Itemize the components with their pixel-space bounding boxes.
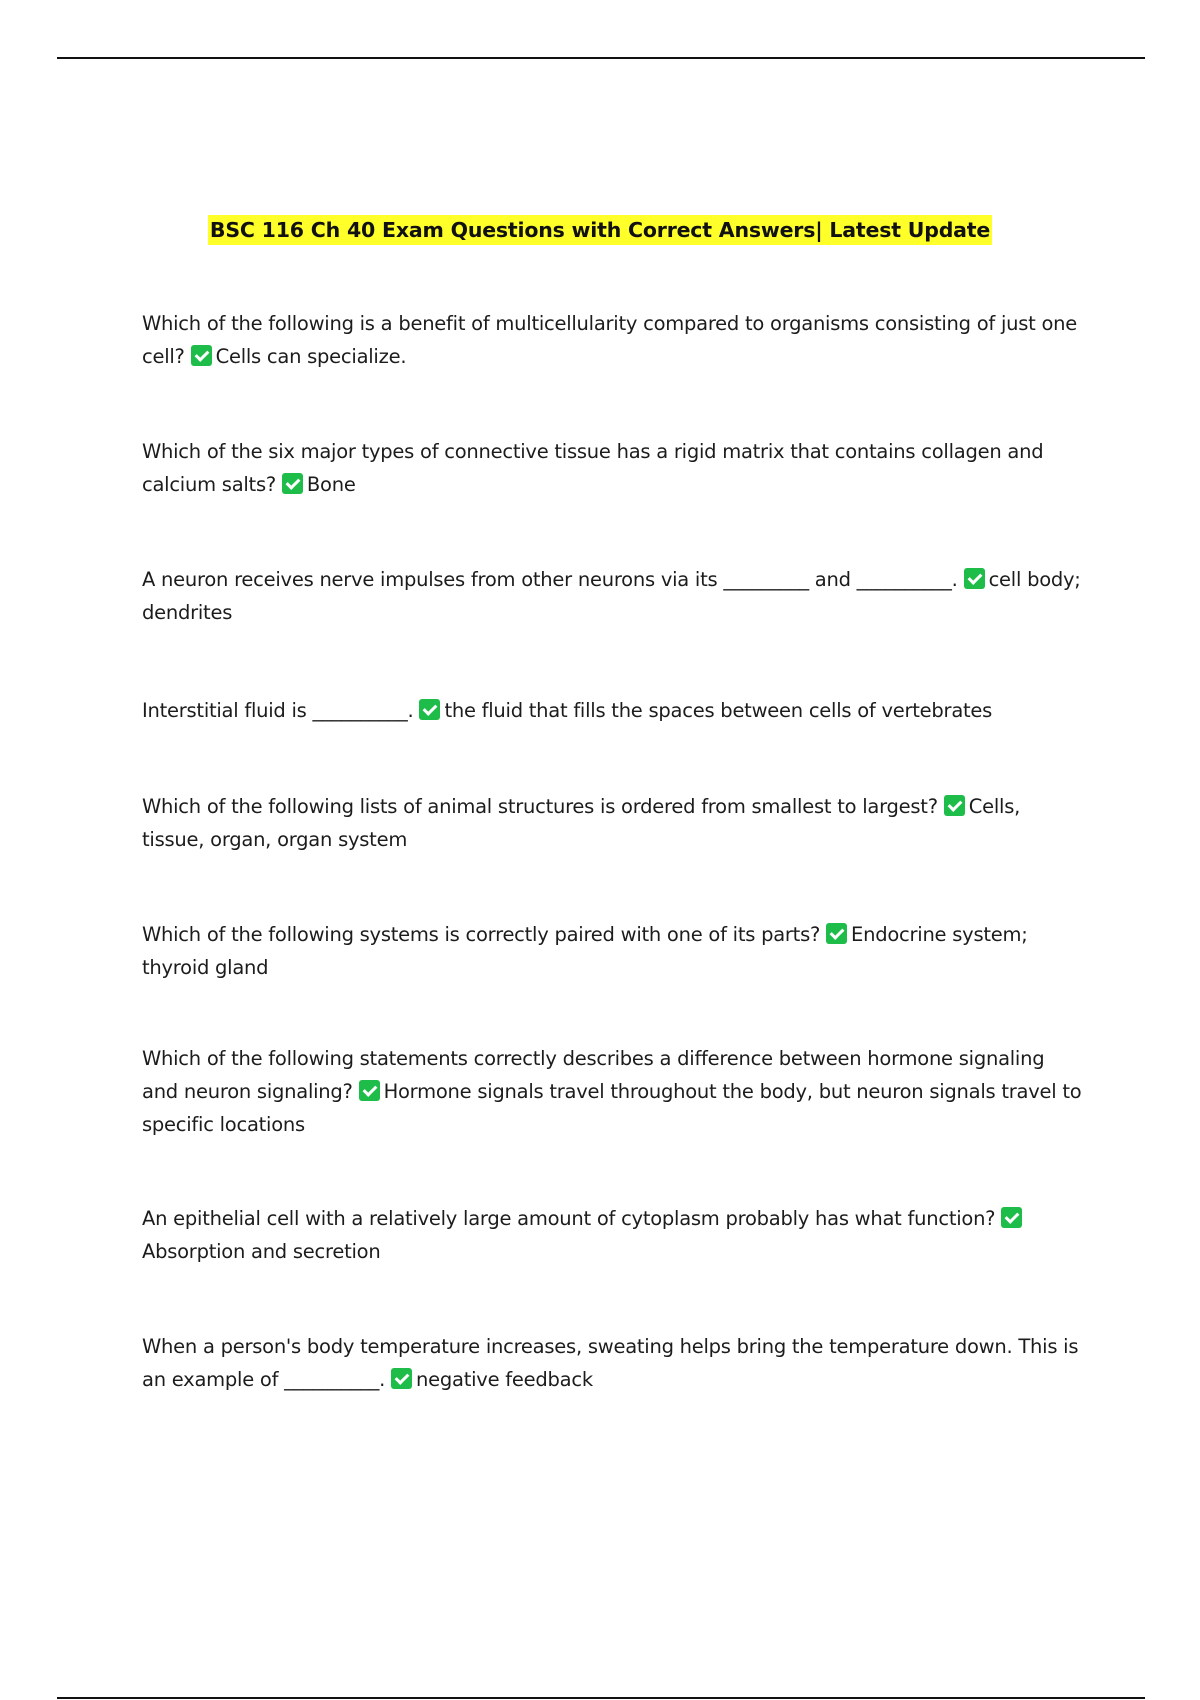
question-text: Which of the six major types of connective tissue has a rigid matrix that contains collagen and calcium salts? bbox=[142, 440, 1044, 496]
qa-item-9 bbox=[142, 1330, 1082, 1396]
question-text: A neuron receives nerve impulses from other neurons via its _________ and __________. bbox=[142, 568, 958, 591]
qa-item-2 bbox=[142, 435, 1082, 501]
check-icon bbox=[419, 699, 440, 720]
answer-text: Cells can specialize. bbox=[215, 345, 407, 368]
question-text: Which of the following lists of animal structures is ordered from smallest to largest? bbox=[142, 795, 938, 818]
check-icon bbox=[964, 568, 985, 589]
check-icon bbox=[359, 1080, 380, 1101]
qa-item-7 bbox=[142, 1042, 1082, 1141]
answer-text: Bone bbox=[306, 473, 356, 496]
answer-text: Absorption and secretion bbox=[142, 1240, 381, 1263]
answer-text: negative feedback bbox=[416, 1368, 593, 1391]
answer-text: Endocrine system; thyroid gland bbox=[142, 923, 1028, 979]
check-icon bbox=[391, 1368, 412, 1389]
question-text: Which of the following statements correctly describes a difference between hormone signaling and neuron signaling? bbox=[142, 1047, 1045, 1103]
check-icon bbox=[191, 345, 212, 366]
answer-text: the fluid that fills the spaces between cells of vertebrates bbox=[444, 699, 993, 722]
check-icon bbox=[944, 795, 965, 816]
check-icon bbox=[1001, 1207, 1022, 1228]
qa-item-5 bbox=[142, 790, 1082, 856]
question-text: An epithelial cell with a relatively large amount of cytoplasm probably has what function? bbox=[142, 1207, 996, 1230]
answer-text: cell body; dendrites bbox=[142, 568, 1081, 624]
question-text: When a person's body temperature increases, sweating helps bring the temperature down. This is an example of __________. bbox=[142, 1335, 1079, 1391]
question-text: Interstitial fluid is __________. bbox=[142, 699, 414, 722]
answer-text: Hormone signals travel throughout the body, but neuron signals travel to specific locations bbox=[142, 1080, 1082, 1136]
top-rule bbox=[57, 57, 1145, 59]
check-icon bbox=[826, 923, 847, 944]
qa-item-4 bbox=[142, 694, 1082, 727]
check-icon bbox=[282, 473, 303, 494]
document-title: BSC 116 Ch 40 Exam Questions with Correct Answers| Latest Update bbox=[208, 215, 992, 245]
qa-item-3 bbox=[142, 563, 1082, 629]
qa-item-1 bbox=[142, 307, 1082, 373]
question-text: Which of the following systems is correctly paired with one of its parts? bbox=[142, 923, 821, 946]
qa-item-8 bbox=[142, 1202, 1082, 1268]
document-title-block bbox=[0, 215, 1200, 245]
answer-text: Cells, tissue, organ, organ system bbox=[142, 795, 1021, 851]
qa-item-6 bbox=[142, 918, 1082, 984]
question-text: Which of the following is a benefit of multicellularity compared to organisms consisting of just one cell? bbox=[142, 312, 1078, 368]
bottom-rule bbox=[57, 1697, 1145, 1699]
